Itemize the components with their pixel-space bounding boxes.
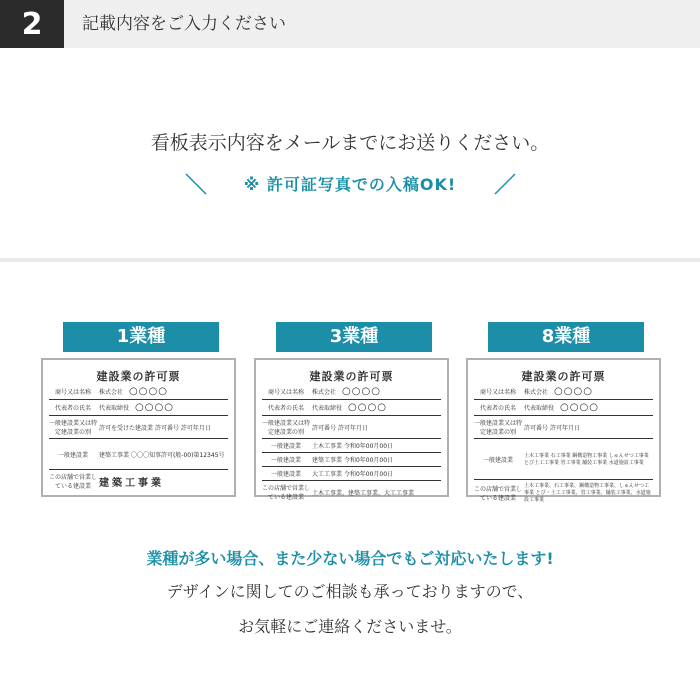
other-key: この店舗で営業している建設業 xyxy=(474,485,523,502)
rep-dots: ○○○○ xyxy=(135,402,174,413)
company-val: 株式会社 xyxy=(312,389,337,396)
company-val: 株式会社 xyxy=(524,389,549,396)
permit-key: 一般建設業又は特定建設業の別 xyxy=(49,420,98,436)
rep-dots: ○○○○ xyxy=(560,402,599,413)
rep-key: 代表者の氏名 xyxy=(479,405,516,412)
company-dots: ○○○○ xyxy=(554,386,593,397)
other-key: この店舗で営業している建設業 xyxy=(262,485,311,501)
step-title: 記載内容をご入力ください xyxy=(82,14,286,34)
date-val: 令和0年00月00日 xyxy=(343,443,394,450)
company-dots: ○○○○ xyxy=(342,386,381,397)
plate-title: 建設業の許可票 xyxy=(96,370,181,383)
company-dots: ○○○○ xyxy=(129,386,168,397)
other-val: 土木工事業、建築工事業、大工工事業 xyxy=(312,489,415,497)
company-val: 株式会社 xyxy=(99,389,124,396)
step-header xyxy=(0,0,700,48)
card-label: 3業種 xyxy=(276,322,432,352)
general-key: 一般建設業 xyxy=(482,456,513,464)
permit-no: 許可番号 xyxy=(154,424,179,432)
sign-preview xyxy=(254,358,449,501)
closing-line-3: お気軽にご連絡くださいませ。 xyxy=(238,617,462,636)
permit-no: 許可番号 xyxy=(312,424,337,432)
permit-key: 一般建設業又は特定建設業の別 xyxy=(262,420,311,436)
rep-key: 代表者の氏名 xyxy=(54,405,91,412)
rep-val: 代表取締役 xyxy=(524,405,555,412)
plate-title: 建設業の許可票 xyxy=(309,370,394,383)
work-val: 建築工事業 xyxy=(99,451,130,459)
intro-text: 看板表示内容をメールまでにお送りください。 xyxy=(150,132,550,154)
slash-right-icon xyxy=(493,172,517,196)
closing-highlight: 業種が多い場合、また少ない場合でもご対応いたします! xyxy=(146,549,554,568)
number-val: 〇〇〇知事許可(般-00)第12345号 xyxy=(130,451,225,459)
work-val: 建築工事業 xyxy=(312,457,343,464)
work-val: 土木工事業 xyxy=(312,443,343,450)
permit-date: 許可年月日 xyxy=(549,424,580,432)
card-label: 8業種 xyxy=(488,322,644,352)
company-key: 商号又は名称 xyxy=(54,389,91,396)
company-key: 商号又は名称 xyxy=(479,389,516,396)
permit-type: 許可を受けた建設業 xyxy=(99,424,154,432)
other-key: この店舗で営業している建設業 xyxy=(49,474,98,490)
sign-preview xyxy=(466,358,661,503)
date-val: 令和0年00月00日 xyxy=(343,471,394,478)
work-val: 大工工事業 xyxy=(312,471,343,478)
permit-date: 許可年月日 xyxy=(180,424,211,432)
company-key: 商号又は名称 xyxy=(267,389,304,396)
rep-key: 代表者の氏名 xyxy=(267,405,304,412)
card-label: 1業種 xyxy=(63,322,219,352)
work-list: 土木工事業 石工事業 鋼構造物工事業 しゅんせつ工事業 とび土工工事業 管工事業 舗装工事業 水道施設工事業 xyxy=(524,453,649,466)
general-key: 一般建設業 xyxy=(270,471,301,478)
section-divider xyxy=(0,258,700,262)
permit-date: 許可年月日 xyxy=(337,424,368,432)
rep-val: 代表取締役 xyxy=(312,405,343,412)
sign-preview xyxy=(41,358,236,497)
permit-key: 一般建設業又は特定建設業の別 xyxy=(474,420,523,436)
rep-val: 代表取締役 xyxy=(99,405,130,412)
general-key: 一般建設業 xyxy=(270,443,301,450)
step-number: 2 xyxy=(0,0,64,48)
date-val: 令和0年00月00日 xyxy=(343,457,394,464)
closing-line-2: デザインに関してのご相談も承っておりますので、 xyxy=(166,582,534,601)
plate-title: 建設業の許可票 xyxy=(521,370,606,383)
rep-dots: ○○○○ xyxy=(348,402,387,413)
general-key: 一般建設業 xyxy=(270,457,301,464)
general-key: 一般建設業 xyxy=(57,451,88,459)
photo-ok-note: ※ 許可証写真での入稿OK! xyxy=(243,175,457,194)
permit-no: 許可番号 xyxy=(524,424,549,432)
other-val: 建築工事業 xyxy=(99,477,164,489)
other-val: 土木工事業、石工事業、鋼構造物工事業、しゅんせつ工事業 とび・土工工事業、管工事業、舗装工事業、水道施設工事業 xyxy=(524,483,651,503)
